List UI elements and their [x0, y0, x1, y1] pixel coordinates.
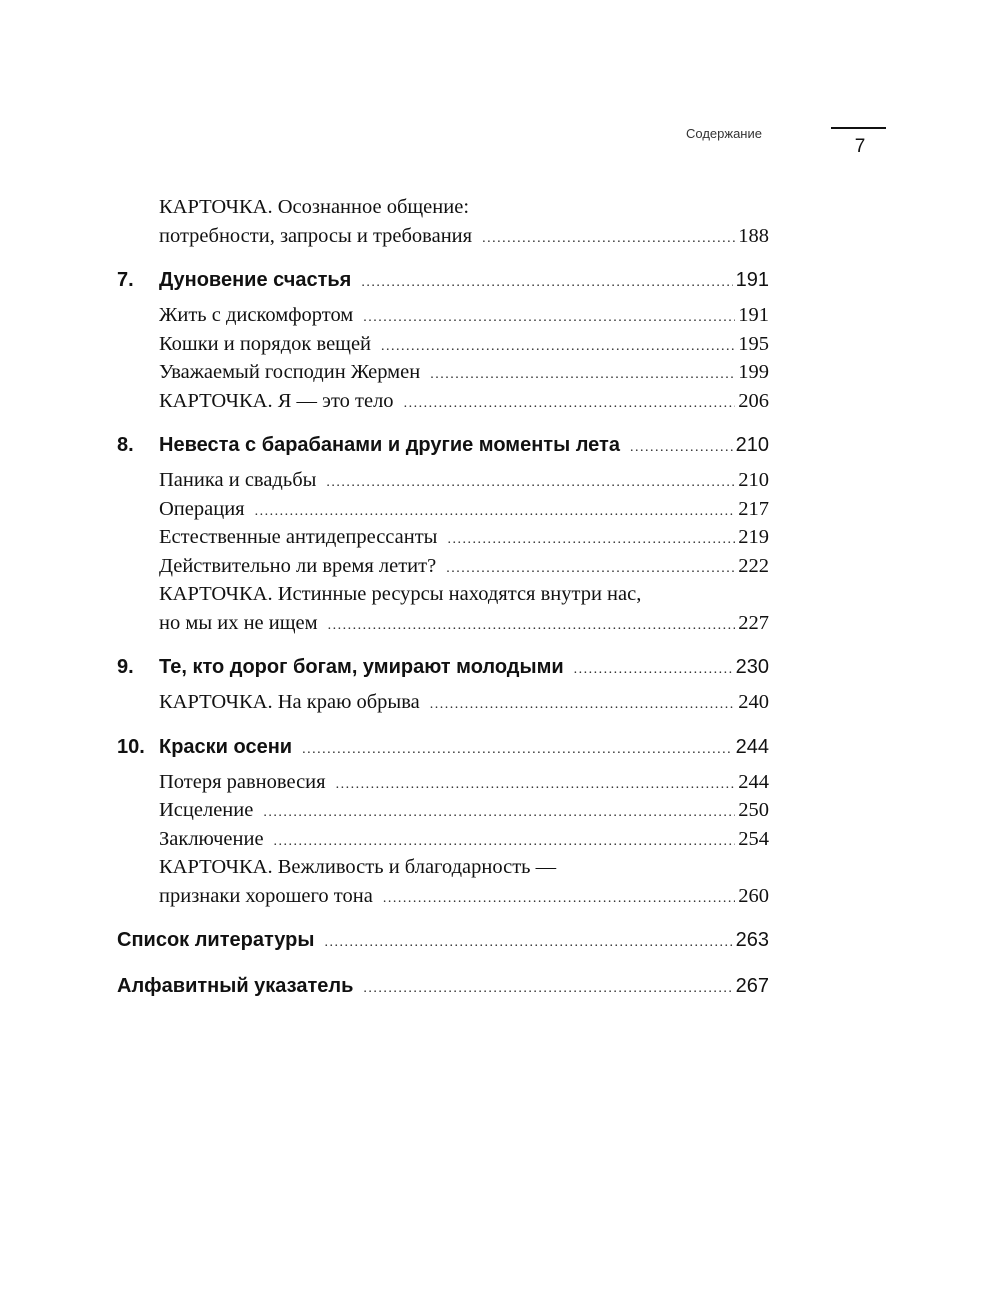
toc-entry-title: КАРТОЧКА. Осознанное общение:: [159, 196, 470, 218]
toc-entry-page: 199: [738, 361, 769, 383]
dot-leader: [381, 339, 735, 355]
chapter-number: 7.: [117, 269, 134, 291]
toc-entry-page: 227: [738, 611, 769, 634]
toc-entry-title: но мы их не ищем: [159, 611, 318, 634]
toc-entry: [117, 612, 769, 641]
dot-leader: [328, 618, 736, 634]
toc-entry-title: Жить с дискомфортом: [159, 304, 354, 326]
dot-leader: [326, 475, 735, 491]
toc-entry-page: 217: [738, 497, 769, 520]
toc-entry: [117, 771, 769, 800]
toc-entry: [117, 828, 769, 857]
toc-entry: [117, 555, 769, 584]
dot-leader: [430, 697, 736, 713]
toc-entry-title: КАРТОЧКА. Истинные ресурсы находятся внутри нас,: [159, 583, 642, 605]
toc-chapter-8: [117, 434, 769, 640]
chapter-number: 9.: [117, 656, 134, 678]
toc-entry-page: 222: [738, 554, 769, 577]
toc-entry-page: 240: [738, 691, 769, 713]
toc-chapter-9: [117, 656, 769, 720]
toc-entry-title: Заключение: [159, 827, 264, 850]
toc-entry: [117, 196, 769, 225]
toc-index: [117, 975, 769, 1005]
toc-entry-page: 195: [738, 332, 769, 355]
dot-leader: [482, 231, 735, 247]
dot-leader: [447, 532, 735, 548]
toc-entry: [117, 304, 769, 333]
toc-entry-page: 219: [738, 526, 769, 548]
toc-entry: [117, 526, 769, 555]
toc-entry-page: 250: [738, 799, 769, 821]
toc-entry: [117, 333, 769, 362]
dot-leader: [363, 310, 735, 326]
toc-entry: [117, 856, 769, 885]
dot-leader: [363, 981, 732, 997]
toc-entry-title: Естественные антидепрессанты: [159, 526, 438, 548]
dot-leader: [274, 834, 736, 850]
chapter-page: 210: [735, 434, 769, 456]
section-page: 263: [735, 929, 769, 951]
toc-entry: [117, 469, 769, 498]
dot-leader: [383, 891, 735, 907]
dot-leader: [302, 742, 733, 758]
chapter-heading: [117, 736, 769, 766]
page-number: 7: [854, 136, 866, 157]
chapter-heading: [117, 656, 769, 686]
chapter-heading: [117, 269, 769, 299]
dot-leader: [336, 777, 736, 793]
toc-entry-title: потребности, запросы и требования: [159, 224, 473, 247]
toc-entry: [117, 885, 769, 914]
chapter-title: Дуновение счастья: [159, 269, 352, 291]
chapter-title: Краски осени: [159, 735, 293, 758]
toc-entry-title: Потеря равновесия: [159, 770, 326, 793]
dot-leader: [404, 396, 736, 412]
toc-entry-page: 191: [738, 304, 769, 326]
table-of-contents: [117, 196, 769, 1005]
toc-entry-title: КАРТОЧКА. Вежливость и благодарность —: [159, 856, 557, 878]
chapter-page: 191: [735, 269, 769, 291]
chapter-title: Те, кто дорог богам, умирают молодыми: [159, 656, 564, 678]
toc-chapter-7: [117, 269, 769, 418]
section-page: 267: [735, 975, 769, 997]
toc-entry-page: 188: [738, 224, 769, 247]
toc-entry: [117, 225, 769, 254]
toc-entry-page: 254: [738, 827, 769, 850]
running-head: Содержание: [686, 126, 762, 141]
toc-entry-title: Кошки и порядок вещей: [159, 332, 372, 355]
dot-leader: [263, 805, 735, 821]
toc-entry-title: Паника и свадьбы: [159, 469, 317, 491]
toc-entry: [117, 799, 769, 828]
toc-entry: [117, 498, 769, 527]
toc-entry-title: Исцеление: [159, 799, 254, 821]
section-title: Алфавитный указатель: [117, 975, 354, 997]
toc-chapter-10: [117, 736, 769, 914]
chapter-page: 244: [735, 735, 769, 758]
chapter-page: 230: [735, 656, 769, 678]
toc-entry-page: 244: [738, 770, 769, 793]
chapter-heading: [117, 434, 769, 464]
toc-entry-page: 210: [738, 469, 769, 491]
toc-entry-title: Уважаемый господин Жермен: [159, 361, 421, 383]
header-rule: [831, 127, 886, 129]
toc-entry-title: Операция: [159, 497, 245, 520]
chapter-number: 8.: [117, 434, 134, 456]
dot-leader: [574, 662, 733, 678]
toc-entry: [117, 583, 769, 612]
dot-leader: [430, 367, 735, 383]
dot-leader: [630, 440, 733, 456]
toc-entry-page: 260: [738, 884, 769, 907]
toc-entry-title: признаки хорошего тона: [159, 884, 373, 907]
section-title: Список литературы: [117, 929, 315, 951]
toc-entry: [117, 361, 769, 390]
toc-entry: [117, 390, 769, 419]
dot-leader: [361, 275, 732, 291]
toc-entry-title: КАРТОЧКА. Я — это тело: [159, 389, 394, 412]
toc-bibliography: [117, 929, 769, 959]
chapter-number: 10.: [117, 735, 145, 758]
chapter-title: Невеста с барабанами и другие моменты лета: [159, 434, 620, 456]
dot-leader: [255, 504, 736, 520]
dot-leader: [446, 561, 735, 577]
toc-entry-page: 206: [738, 389, 769, 412]
dot-leader: [324, 935, 732, 951]
toc-card-intro: [117, 196, 769, 253]
toc-entry-title: Действительно ли время летит?: [159, 554, 437, 577]
toc-entry: [117, 691, 769, 720]
toc-entry-title: КАРТОЧКА. На краю обрыва: [159, 691, 420, 713]
